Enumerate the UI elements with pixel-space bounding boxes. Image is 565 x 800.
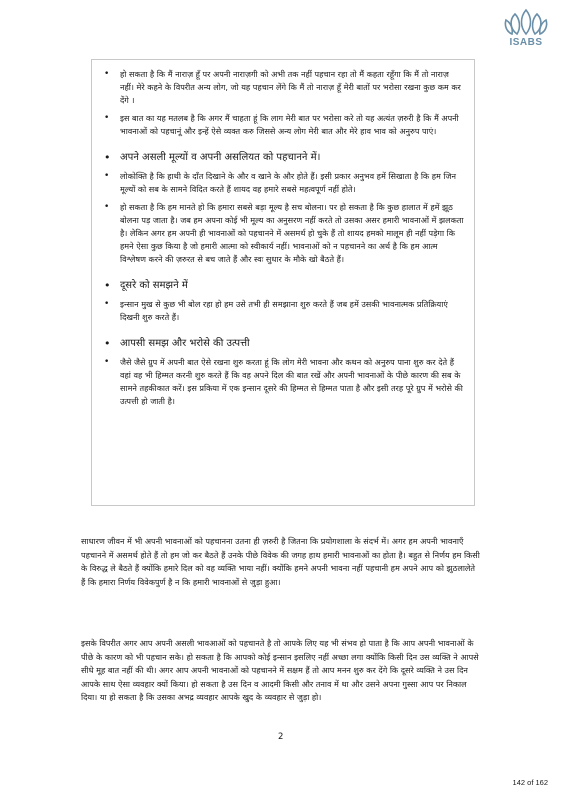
list-item: • इन्सान मुख से कुछ भी बोल रहा हो हम उसे तभी ही समझाना शुरु करते हैं जब हमें उसकी भावनात्मक प्रतिक्रियाएं दिखनी शुरु करते हैं। — [102, 298, 464, 324]
section-heading: • अपने असली मूल्यों व अपनी असलियत को पहचानने में। — [102, 151, 464, 165]
intro-bullets — [102, 68, 464, 138]
section-heading: • आपसी समझ और भरोसे की उत्पत्ती — [102, 337, 464, 351]
section1-bullets — [102, 170, 464, 266]
logo-text: ISABS — [509, 37, 543, 48]
section2-bullets — [102, 298, 464, 324]
boxed-content — [102, 68, 464, 413]
list-item: • हो सकता है कि मैं नाराज़ हूँ पर अपनी नाराज़गी को अभी तक नहीं पहचान रहा तो मैं कहता रहूँगा कि मैं तो नाराज़ नहीं। मेरे कहने के विपरीत अन्य लोग, जो यह पहचान लेंगे कि मैं तो नाराज़ हूँ मेरी बातों पर भरोसा रखना कुछ कम कर देंगे । — [102, 68, 464, 107]
list-item: • इस बात का यह मतलब है कि अगर मैं चाहता हूं कि लाग मेरी बात पर भरोसा करे तो यह अत्यंत ज़रुरी है कि मैं अपनी भावनाओं को पहचानूं और इन्हें ऐसे व्यक्त करु जिससे अन्य लोग मेरी बात और मेरे हाव भाव को अनुरुप पाएं। — [102, 112, 464, 138]
section-heading: • दूसरे को समझने में — [102, 279, 464, 293]
section3-bullets — [102, 356, 464, 408]
isabs-logo — [501, 8, 551, 48]
list-item: • लोकोक्ति है कि हाथी के दाँत दिखाने के और व खाने के और होते हैं। इसी प्रकार अनुभव हमें सिखाता है कि हम जिन मूल्यों को सब के सामने विदित करते हैं शायद वह हमारे सबसे महत्वपूर्ण नहीं होते। — [102, 170, 464, 196]
page-number: 2 — [278, 732, 284, 742]
lotus-icon — [503, 8, 549, 36]
body-paragraph: इसके विपरीत अगर आप अपनी असली भावआओं को पहचानते है तो आपके लिए यह भी संभव हो पाता है कि आप अपनी भावनाओं के पीछे के कारण को भी पहचान सके। हो सकता है कि आपको कोई इन्सान इसलिए नहीं अच्छा लगा क्योंकि किसी दिन उस व्यक्ति ने आपसे सीधे मूह बात नहीं की थी। अगर आप अपनी भावनाओं को पहचानने में सक्षम हैं तो आप मनन शुरु कर देंगे कि दूसरे व्यक्ति ने उस दिन आपके साथ ऐसा व्यवहार क्यों किया। हो सकता है उस दिन व आदमी किसी और तनाव में था और उसने अपना गुस्सा आप पर निकाल दिया। या हो सकता है कि उसका अभद्र व्यवहार आपके खुद के व्यवहार से जुड़ा हो। — [81, 638, 479, 703]
body-paragraph: साधारण जीवन में भी अपनी भावनाओं को पहचानना उतना ही ज़रुरी है जितना कि प्रयोगशाला के संदर्भ में। अगर हम अपनी भावनाएँ पहचानने में असमर्थ होते हैं तो हम जो कर बैठते हैं उनके पीछे विवेक की जगह हाथ हमारी भावनाओं का होता है। बहुत से निर्णय हम किसी के विरुद्ध ले बैठते हैं क्योंकि हमारे दिल को वह व्यक्ति भाया नहीं। क्योंकि हमने अपनी भावना नहीं पहचानी हम अपने आप को झुठलालेते हैं कि हमारा निर्णय विवेकपुर्ण है न कि हमारी भावनाओं से जुड़ा हुआ। — [81, 536, 480, 587]
page-count: 142 of 162 — [512, 778, 548, 787]
list-item: • जैसे जैसे ग्रुप में अपनी बात ऐसे रखना शुरु करता हूं कि लोग मेरी भावना और कथन को अनुरुप पाना शुरु कर देते हैं वहां वह भी हिम्मत करनी शुरु करते हैं कि वह अपने दिल की बात रखें और अपनी भावनाओं के पीछे कारण की सब के सामने तहकीकात करें। इस प्रकिया में एक इन्सान दूसरे की हिम्मत से हिम्मत पाता है और इसी तरह पूरे ग्रुप में भरोसे की उत्पत्ती हो जाती है। — [102, 356, 464, 408]
list-item: • हो सकता है कि हम मानते हो कि हमारा सबसे बड़ा मूल्य है सच बोलना। पर हो सकता है कि कुछ हालात में हमें झूठ बोलना पड़ जाता है। जब हम अपना कोई भी मूल्य का अनुसरण नहीं करते तो उसका असर हमारी भावनाओं में झलकता है। लेकिन अगर हम अपनी ही भावनाओं को पहचानने में असमर्थ हो चुके हैं तो शायद हमको मालूम ही नहीं पड़ेगा कि हमने ऐसा कुछ किया है जो हमारी आत्मा को स्वीकार्य नहीं। भावनाओं को न पहचानने का अर्थ है कि हम आत्म विश्लेषण करने की ज़रुरत से बच जाते हैं और स्वः सुधार के मौके खो बैठते हैं। — [102, 201, 464, 266]
